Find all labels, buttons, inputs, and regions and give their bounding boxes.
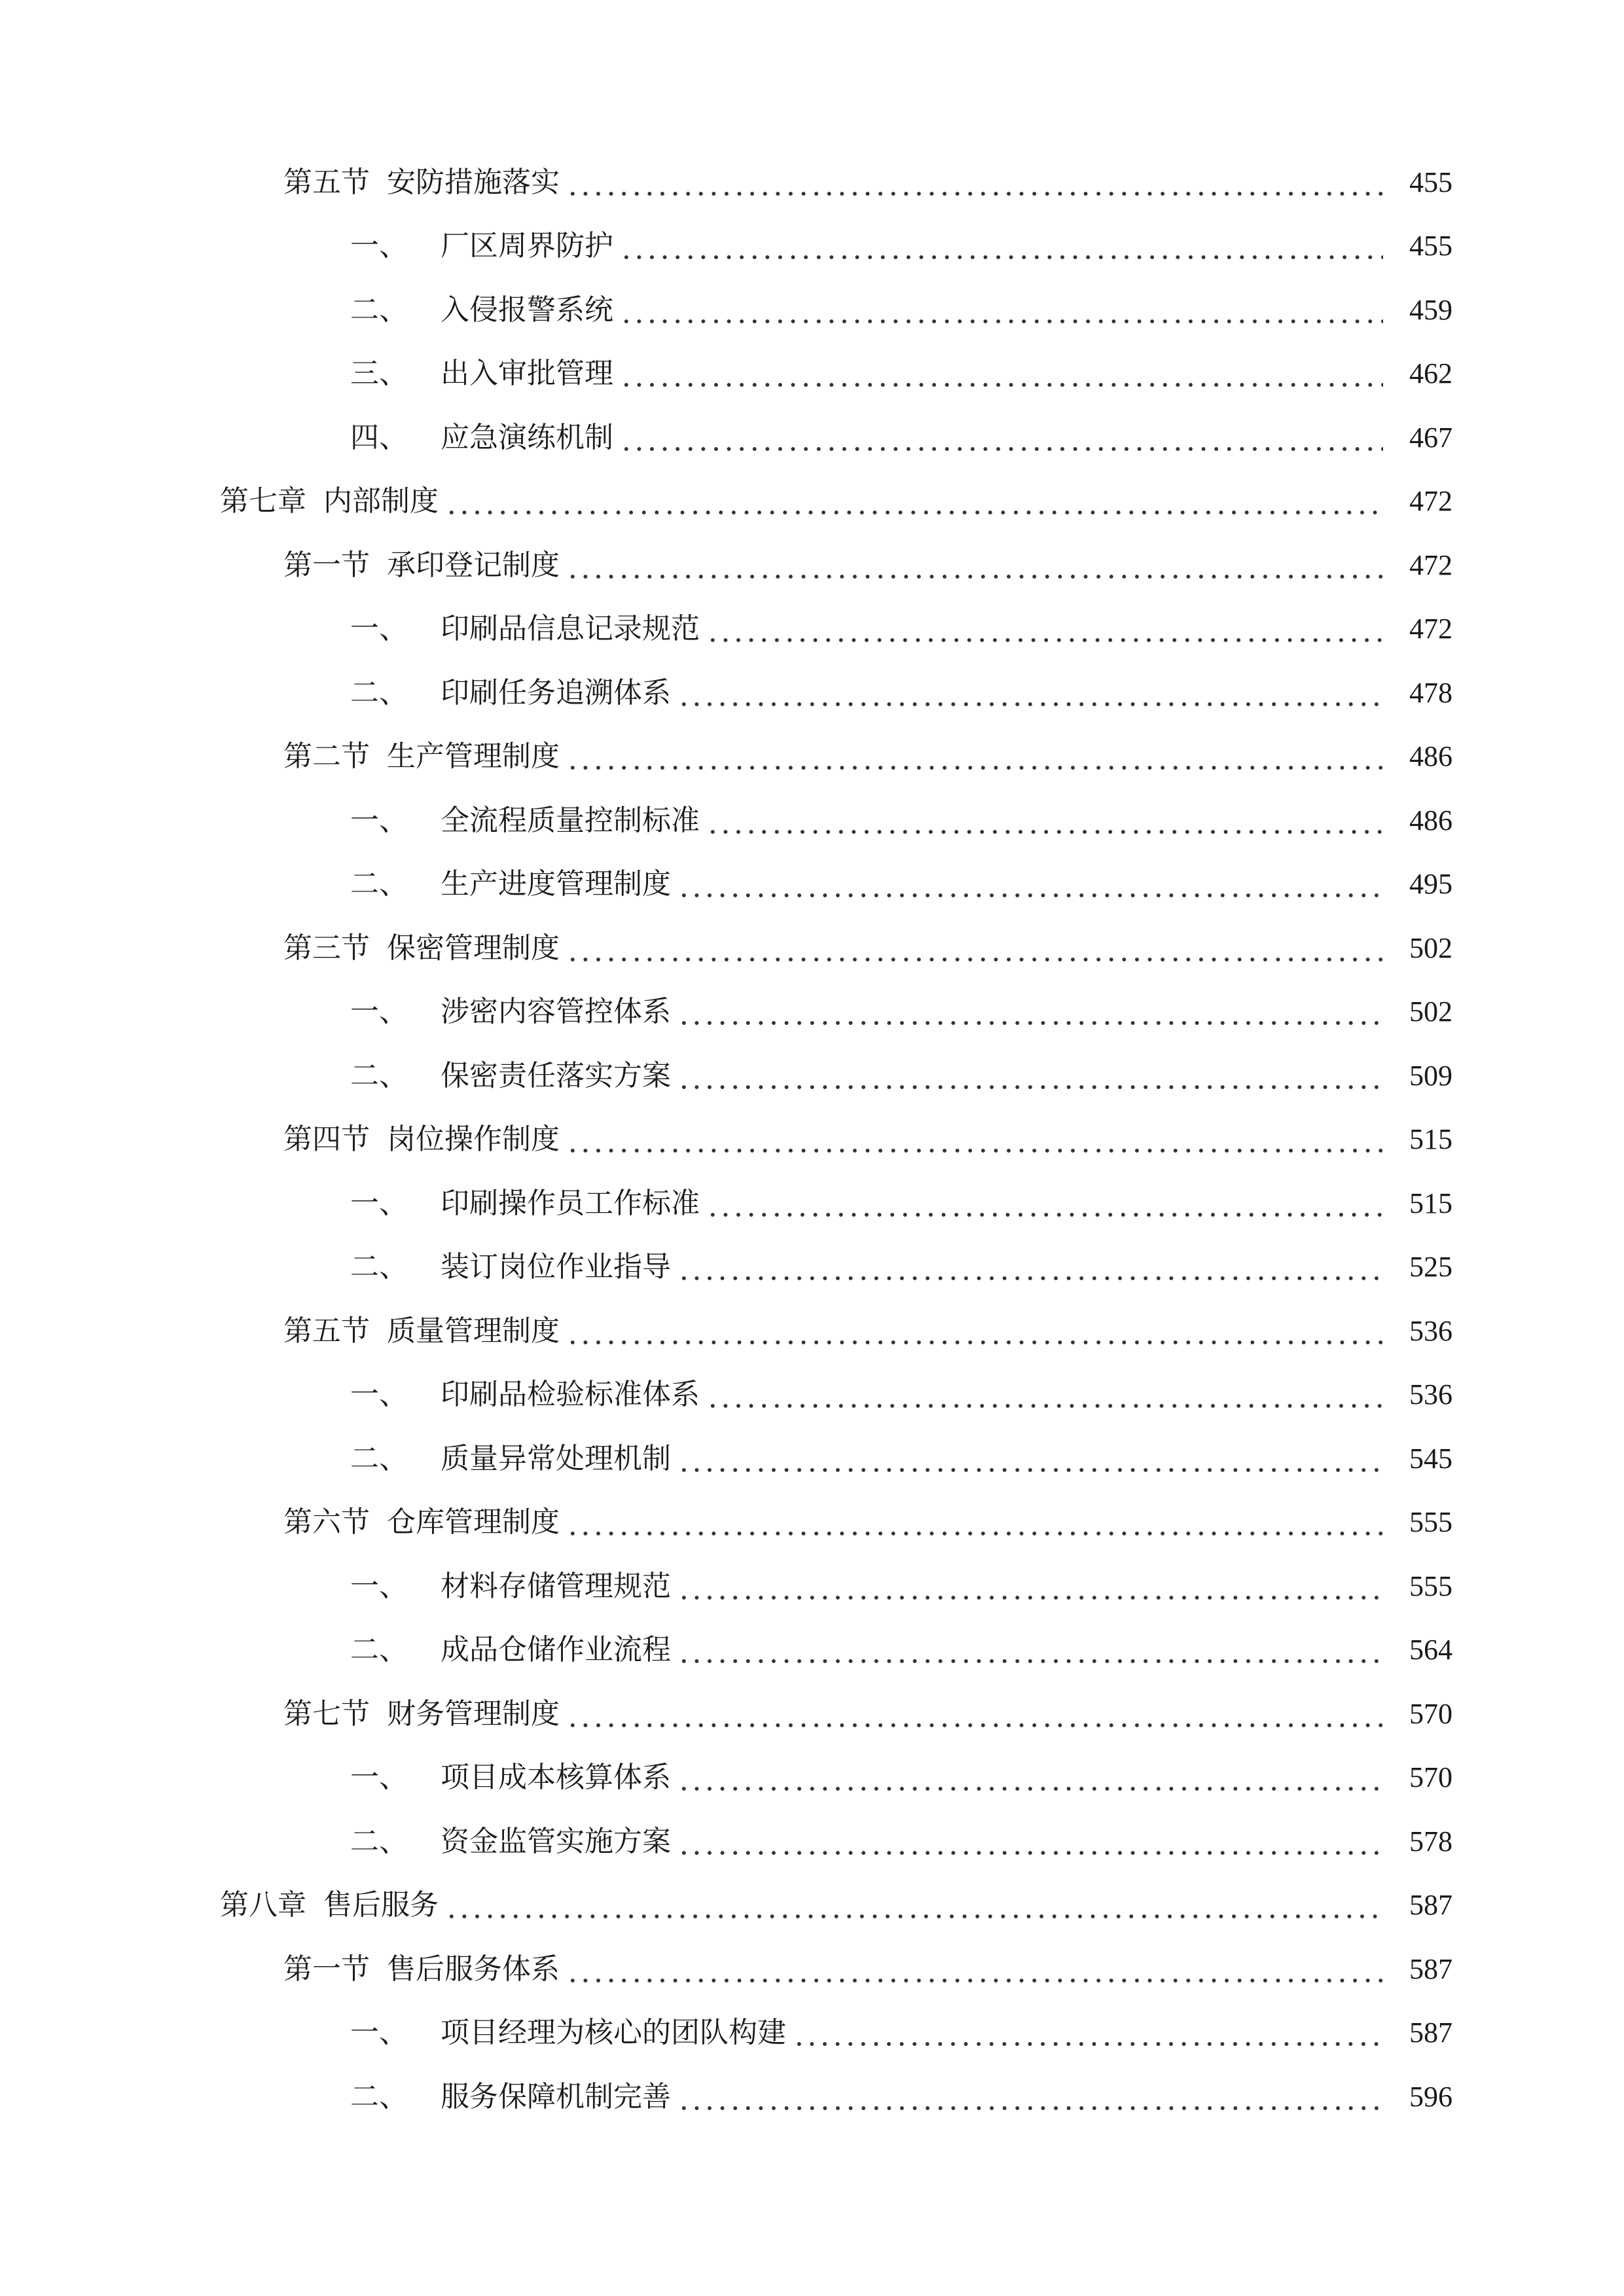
toc-page-number: 486 bbox=[1409, 804, 1453, 836]
toc-entry[interactable] bbox=[0, 278, 1624, 342]
toc-entry[interactable] bbox=[0, 853, 1624, 917]
toc-entry[interactable] bbox=[0, 789, 1624, 853]
toc-entry-title: 涉密内容管控体系 bbox=[441, 995, 671, 1029]
toc-entry-title: 印刷品检验标准体系 bbox=[441, 1378, 700, 1412]
toc-page-number: 472 bbox=[1409, 485, 1453, 518]
dot-leader bbox=[706, 806, 1383, 835]
toc-entry-number: 二、 bbox=[350, 1058, 408, 1092]
toc-page-number: 455 bbox=[1409, 230, 1453, 262]
toc-page-number: 570 bbox=[1409, 1697, 1453, 1730]
toc-entry-title: 服务保障机制完善 bbox=[441, 2079, 671, 2113]
toc-entry-number: 第一节 bbox=[283, 548, 370, 582]
toc-entry-number: 二、 bbox=[350, 1633, 408, 1667]
dot-leader bbox=[566, 1955, 1383, 1984]
dot-leader bbox=[620, 232, 1383, 260]
toc-entry-title: 保密管理制度 bbox=[387, 931, 560, 965]
toc-entry-title: 应急演练机制 bbox=[441, 420, 613, 454]
dot-leader bbox=[566, 168, 1383, 197]
toc-entry-number: 第七节 bbox=[283, 1696, 370, 1731]
toc-entry-title: 成品仓储作业流程 bbox=[441, 1633, 671, 1667]
toc-entry-number: 一、 bbox=[350, 803, 408, 837]
dot-leader bbox=[566, 1700, 1383, 1729]
toc-entry-number: 第四节 bbox=[283, 1122, 370, 1157]
toc-entry[interactable] bbox=[0, 1363, 1624, 1427]
toc-page-number: 596 bbox=[1409, 2080, 1453, 2113]
toc-page-number: 478 bbox=[1409, 676, 1453, 709]
dot-leader bbox=[445, 1891, 1383, 1920]
toc-entry[interactable] bbox=[0, 1874, 1624, 1938]
toc-entry[interactable] bbox=[0, 533, 1624, 598]
table-of-contents bbox=[0, 151, 1624, 2129]
dot-leader bbox=[677, 997, 1383, 1026]
toc-page-number: 587 bbox=[1409, 2017, 1453, 2049]
toc-entry[interactable] bbox=[0, 342, 1624, 406]
toc-entry-number: 二、 bbox=[350, 675, 408, 709]
toc-entry-title: 售后服务体系 bbox=[387, 1952, 560, 1986]
dot-leader bbox=[620, 296, 1383, 325]
toc-entry[interactable] bbox=[0, 1746, 1624, 1810]
toc-entry-number: 一、 bbox=[350, 1569, 408, 1603]
dot-leader bbox=[677, 1572, 1383, 1601]
toc-page-number: 536 bbox=[1409, 1378, 1453, 1411]
toc-entry[interactable] bbox=[0, 215, 1624, 279]
toc-entry-number: 二、 bbox=[350, 1824, 408, 1858]
toc-entry-title: 生产进度管理制度 bbox=[441, 867, 671, 901]
toc-entry-title: 承印登记制度 bbox=[387, 548, 560, 582]
toc-entry-title: 保密责任落实方案 bbox=[441, 1058, 671, 1092]
toc-page-number: 509 bbox=[1409, 1059, 1453, 1092]
toc-entry[interactable] bbox=[0, 1236, 1624, 1300]
dot-leader bbox=[677, 1763, 1383, 1792]
toc-entry-number: 第五节 bbox=[283, 1314, 370, 1348]
toc-entry[interactable] bbox=[0, 1172, 1624, 1236]
toc-entry-title: 资金监管实施方案 bbox=[441, 1824, 671, 1858]
toc-entry[interactable] bbox=[0, 1044, 1624, 1108]
toc-entry-number: 二、 bbox=[350, 1441, 408, 1475]
toc-page-number: 587 bbox=[1409, 1952, 1453, 1985]
toc-entry[interactable] bbox=[0, 406, 1624, 470]
toc-page-number: 555 bbox=[1409, 1506, 1453, 1539]
toc-page-number: 495 bbox=[1409, 868, 1453, 901]
dot-leader bbox=[677, 1636, 1383, 1664]
dot-leader bbox=[677, 1827, 1383, 1856]
toc-entry-number: 第八章 bbox=[220, 1888, 306, 1922]
toc-entry-number: 二、 bbox=[350, 867, 408, 901]
toc-page-number: 472 bbox=[1409, 613, 1453, 645]
toc-entry[interactable] bbox=[0, 2001, 1624, 2066]
dot-leader bbox=[620, 423, 1383, 452]
toc-entry-number: 一、 bbox=[350, 1378, 408, 1412]
toc-entry-number: 一、 bbox=[350, 2016, 408, 2050]
toc-entry[interactable] bbox=[0, 1299, 1624, 1363]
dot-leader bbox=[677, 870, 1383, 899]
toc-entry[interactable] bbox=[0, 470, 1624, 534]
toc-page-number: 467 bbox=[1409, 421, 1453, 454]
dot-leader bbox=[677, 679, 1383, 708]
toc-entry-title: 全流程质量控制标准 bbox=[441, 803, 700, 837]
toc-entry[interactable] bbox=[0, 1682, 1624, 1746]
toc-page-number: 462 bbox=[1409, 357, 1453, 390]
toc-page-number: 570 bbox=[1409, 1761, 1453, 1794]
toc-entry-title: 仓库管理制度 bbox=[387, 1505, 560, 1539]
toc-entry[interactable] bbox=[0, 151, 1624, 215]
dot-leader bbox=[566, 934, 1383, 963]
toc-entry[interactable] bbox=[0, 1810, 1624, 1874]
toc-page-number: 545 bbox=[1409, 1442, 1453, 1475]
toc-entry-title: 质量管理制度 bbox=[387, 1314, 560, 1348]
toc-entry[interactable] bbox=[0, 916, 1624, 980]
toc-entry-title: 项目成本核算体系 bbox=[441, 1761, 671, 1795]
toc-entry[interactable] bbox=[0, 1937, 1624, 2001]
toc-entry[interactable] bbox=[0, 661, 1624, 725]
toc-entry-number: 第七章 bbox=[220, 484, 306, 518]
toc-entry[interactable] bbox=[0, 980, 1624, 1045]
toc-entry-number: 第一节 bbox=[283, 1952, 370, 1986]
toc-entry[interactable] bbox=[0, 2065, 1624, 2129]
toc-entry[interactable] bbox=[0, 1491, 1624, 1555]
dot-leader bbox=[566, 1317, 1383, 1346]
dot-leader bbox=[706, 1380, 1383, 1409]
toc-entry-number: 第二节 bbox=[283, 740, 370, 774]
toc-entry[interactable] bbox=[0, 598, 1624, 662]
toc-page-number: 536 bbox=[1409, 1314, 1453, 1347]
toc-entry-title: 财务管理制度 bbox=[387, 1696, 560, 1731]
toc-entry-number: 四、 bbox=[350, 420, 408, 454]
toc-entry-number: 二、 bbox=[350, 293, 408, 327]
toc-page-number: 486 bbox=[1409, 740, 1453, 773]
toc-entry[interactable] bbox=[0, 1427, 1624, 1491]
toc-page-number: 502 bbox=[1409, 996, 1453, 1028]
toc-entry-title: 印刷任务追溯体系 bbox=[441, 675, 671, 709]
toc-page-number: 515 bbox=[1409, 1123, 1453, 1156]
toc-page-number: 564 bbox=[1409, 1634, 1453, 1666]
dot-leader bbox=[445, 487, 1383, 516]
toc-entry-title: 印刷操作员工作标准 bbox=[441, 1186, 700, 1220]
toc-entry-title: 项目经理为核心的团队构建 bbox=[441, 2016, 786, 2050]
toc-entry-title: 印刷品信息记录规范 bbox=[441, 612, 700, 646]
toc-entry-number: 一、 bbox=[350, 995, 408, 1029]
toc-entry-title: 出入审批管理 bbox=[441, 357, 613, 391]
dot-leader bbox=[677, 1253, 1383, 1282]
toc-entry[interactable] bbox=[0, 1554, 1624, 1619]
toc-entry-title: 售后服务 bbox=[323, 1888, 439, 1922]
dot-leader bbox=[566, 1125, 1383, 1154]
toc-entry-title: 内部制度 bbox=[323, 484, 439, 518]
toc-page-number: 587 bbox=[1409, 1889, 1453, 1922]
toc-entry-number: 第三节 bbox=[283, 931, 370, 965]
toc-page-number: 525 bbox=[1409, 1251, 1453, 1283]
toc-entry-title: 材料存储管理规范 bbox=[441, 1569, 671, 1603]
toc-entry-number: 二、 bbox=[350, 1250, 408, 1284]
toc-entry-title: 岗位操作制度 bbox=[387, 1122, 560, 1157]
toc-page-number: 555 bbox=[1409, 1570, 1453, 1602]
toc-entry-title: 质量异常处理机制 bbox=[441, 1441, 671, 1475]
toc-page-number: 455 bbox=[1409, 166, 1453, 198]
dot-leader bbox=[566, 742, 1383, 771]
toc-entry-title: 入侵报警系统 bbox=[441, 293, 613, 327]
toc-entry[interactable] bbox=[0, 1108, 1624, 1172]
dot-leader bbox=[620, 359, 1383, 388]
dot-leader bbox=[706, 1189, 1383, 1218]
toc-entry-title: 厂区周界防护 bbox=[441, 229, 613, 263]
dot-leader bbox=[677, 2083, 1383, 2111]
dot-leader bbox=[677, 1444, 1383, 1473]
toc-entry-title: 生产管理制度 bbox=[387, 740, 560, 774]
toc-entry-number: 第五节 bbox=[283, 165, 370, 199]
dot-leader bbox=[706, 615, 1383, 643]
toc-page-number: 502 bbox=[1409, 931, 1453, 964]
dot-leader bbox=[566, 551, 1383, 580]
toc-page-number: 578 bbox=[1409, 1825, 1453, 1857]
toc-page-number: 472 bbox=[1409, 548, 1453, 581]
dot-leader bbox=[566, 1508, 1383, 1537]
toc-entry-title: 安防措施落实 bbox=[387, 165, 560, 199]
toc-entry-number: 一、 bbox=[350, 1186, 408, 1220]
dot-leader bbox=[677, 1062, 1383, 1090]
toc-page-number: 515 bbox=[1409, 1187, 1453, 1219]
toc-entry-number: 一、 bbox=[350, 229, 408, 263]
toc-entry-number: 一、 bbox=[350, 612, 408, 646]
toc-entry-title: 装订岗位作业指导 bbox=[441, 1250, 671, 1284]
toc-entry-number: 第六节 bbox=[283, 1505, 370, 1539]
toc-entry-number: 一、 bbox=[350, 1761, 408, 1795]
toc-entry-number: 三、 bbox=[350, 357, 408, 391]
dot-leader bbox=[793, 2018, 1383, 2047]
toc-entry[interactable] bbox=[0, 1619, 1624, 1683]
toc-page-number: 459 bbox=[1409, 293, 1453, 326]
toc-entry-number: 二、 bbox=[350, 2079, 408, 2113]
toc-entry[interactable] bbox=[0, 725, 1624, 789]
